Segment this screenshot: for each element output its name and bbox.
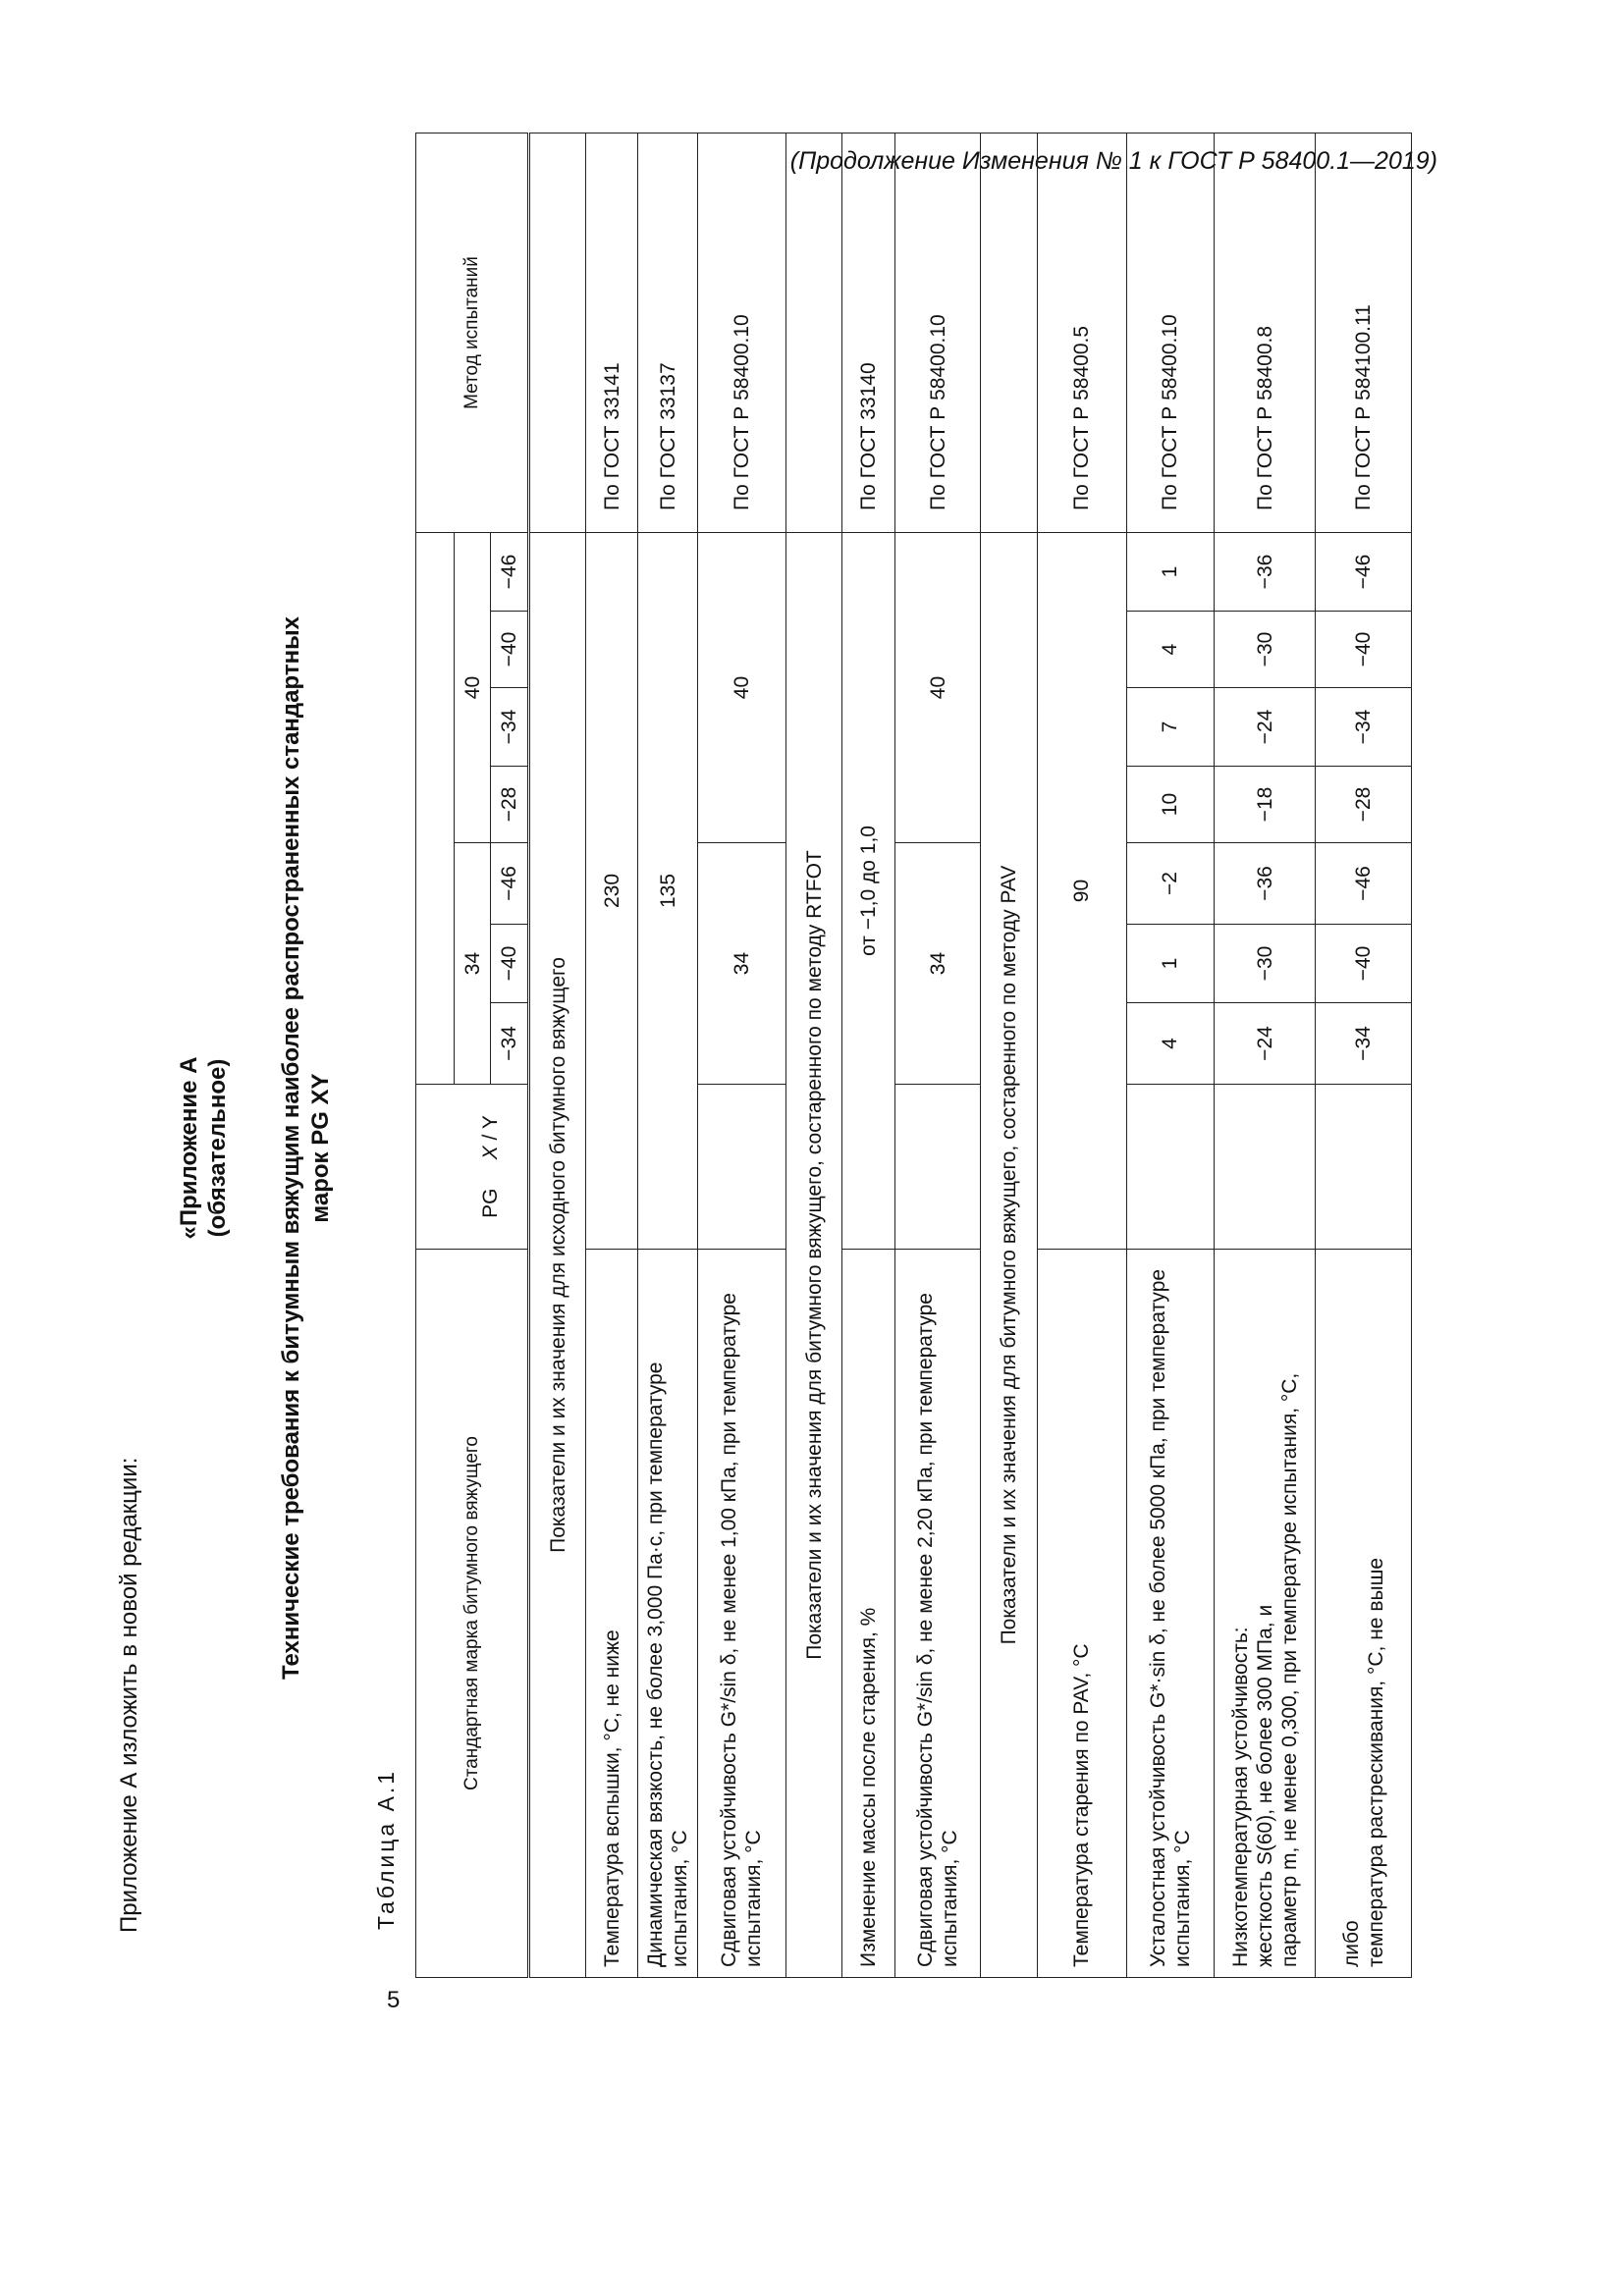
row-shear-rtfot-value-40: 40 (894, 533, 981, 843)
row-shear-rtfot-blank (894, 1085, 981, 1250)
row-cracking-value: −40 (1316, 925, 1412, 1003)
row-cracking-blank (1316, 1085, 1412, 1250)
y-value-7: −46 (491, 533, 529, 612)
row-shear-rtfot-method: По ГОСТ Р 58400.10 (894, 133, 981, 533)
row-cracking-value: −34 (1316, 688, 1412, 767)
row-cracking-line1: либо (1339, 1920, 1363, 1967)
row-pav-aging-method: По ГОСТ Р 58400.5 (1038, 133, 1127, 533)
row-viscosity-value: 135 (638, 533, 698, 1250)
row-shear-original-blank (698, 1085, 786, 1250)
document-title-line2: марок PG XY (307, 1073, 334, 1223)
row-fatigue-method: По ГОСТ Р 58400.10 (1126, 133, 1215, 533)
row-mass-change-method: По ГОСТ 33140 (842, 133, 895, 533)
row-shear-rtfot-name: Сдвиговая устойчивость G*/sin δ, не менее 2,20 кПа, при температуре испытания, °С (894, 1250, 981, 1978)
intro-text: Приложение А изложить в новой редакции: (116, 1457, 142, 1933)
row-fatigue-value: 1 (1126, 533, 1215, 612)
pg-label: PG (479, 1188, 503, 1218)
y-value-6: −40 (491, 612, 529, 688)
y-label: Y (479, 1115, 503, 1130)
row-flash-point-value: 230 (585, 533, 638, 1250)
page-number: 5 (387, 1987, 401, 2013)
row-low-temp-value: −24 (1215, 688, 1316, 767)
method-header: Метод испытаний (416, 133, 529, 533)
row-low-temp-value: −30 (1215, 925, 1316, 1003)
row-cracking-line2: температура растрескивания, °С, не выше (1364, 1557, 1387, 1967)
row-cracking-value: −34 (1316, 1003, 1412, 1085)
row-low-temp-line2: жесткость S(60), не более 300 МПа, и (1253, 1604, 1276, 1967)
row-fatigue-value: −2 (1126, 843, 1215, 925)
row-fatigue-value: 1 (1126, 925, 1215, 1003)
annex-status: (обязательное) (204, 1058, 231, 1238)
row-low-temp-method: По ГОСТ Р 58400.8 (1215, 133, 1316, 533)
row-flash-point-method: По ГОСТ 33141 (585, 133, 638, 533)
row-low-temp-value: −36 (1215, 843, 1316, 925)
row-fatigue-blank (1126, 1085, 1215, 1250)
x-value-40: 40 (455, 533, 491, 843)
row-shear-original-method: По ГОСТ Р 58400.10 (698, 133, 786, 533)
running-header: (Продолжение Изменения № 1 к ГОСТ Р 58400.1—2019) (789, 147, 1437, 175)
row-low-temp-line3: параметр m, не менее 0,300, при температуре испытания, °С, (1277, 1372, 1301, 1967)
row-cracking-name (1316, 1250, 1412, 1978)
row-pav-aging-value: 90 (1038, 533, 1127, 1250)
row-cracking-value: −40 (1316, 612, 1412, 688)
section-rtfot-method (785, 133, 842, 533)
row-cracking-value: −46 (1316, 843, 1412, 925)
row-fatigue-value: 4 (1126, 612, 1215, 688)
table-label: Таблица А.1 (373, 1768, 399, 1930)
xy-label: X / Y (479, 1115, 503, 1160)
y-value-2: −40 (491, 925, 529, 1003)
row-low-temp-value: −36 (1215, 533, 1316, 612)
row-shear-original-name: Сдвиговая устойчивость G*/sin δ, не менее 1,00 кПа, при температуре испытания, °С (698, 1250, 786, 1978)
row-flash-point-name: Температура вспышки, °С, не ниже (585, 1250, 638, 1978)
row-cracking-value: −28 (1316, 767, 1412, 843)
x-label: X (479, 1146, 503, 1160)
y-value-1: −34 (491, 1003, 529, 1085)
section-pav: Показатели и их значения для битумного вяжущего, состаренного по методу PAV (981, 533, 1038, 1978)
row-cracking-value: −46 (1316, 533, 1412, 612)
document-title-line1: Технические требования к битумным вяжущим наиболее распространенных стандартных (278, 616, 304, 1680)
requirements-table (415, 133, 1412, 1978)
annex-caption (175, 0, 232, 2296)
y-value-3: −46 (491, 843, 529, 925)
row-pav-aging-name: Температура старения по PAV, °С (1038, 1250, 1127, 1978)
row-fatigue-value: 4 (1126, 1003, 1215, 1085)
row-mass-change-name: Изменение массы после старения, % (842, 1250, 895, 1978)
document-title (277, 0, 336, 2296)
row-low-temp-value: −24 (1215, 1003, 1316, 1085)
y-value-4: −28 (491, 767, 529, 843)
row-cracking-method: По ГОСТ Р 584100.11 (1316, 133, 1412, 533)
section-rtfot: Показатели и их значения для битумного вяжущего, состаренного по методу RTFOT (785, 533, 842, 1978)
section-original: Показатели и их значения для исходного битумного вяжущего (529, 533, 586, 1978)
row-low-temp-value: −30 (1215, 612, 1316, 688)
row-fatigue-name: Усталостная устойчивость G*·sin δ, не более 5000 кПа, при температуре испытания, °С (1126, 1250, 1215, 1978)
row-viscosity-method: По ГОСТ 33137 (638, 133, 698, 533)
row-low-temp-name (1215, 1250, 1316, 1978)
pg-header (455, 1085, 529, 1250)
grade-header: Стандартная марка битумного вяжущего (416, 1250, 529, 1978)
row-low-temp-blank (1215, 1085, 1316, 1250)
row-low-temp-value: −18 (1215, 767, 1316, 843)
row-shear-rtfot-value-34: 34 (894, 843, 981, 1085)
row-low-temp-line1: Низкотемпературная устойчивость: (1228, 1627, 1252, 1967)
row-shear-original-value-34: 34 (698, 843, 786, 1085)
section-original-method (529, 133, 586, 533)
y-value-5: −34 (491, 688, 529, 767)
row-fatigue-value: 7 (1126, 688, 1215, 767)
section-pav-method (981, 133, 1038, 533)
row-viscosity-name: Динамическая вязкость, не более 3,000 Па·с, при температуре испытания, °С (638, 1250, 698, 1978)
pg-header-top (416, 1085, 455, 1250)
row-mass-change-value: от −1,0 до 1,0 (842, 533, 895, 1250)
x-value-34: 34 (455, 843, 491, 1085)
annex-title: «Приложение А (176, 1056, 202, 1240)
row-shear-original-value-40: 40 (698, 533, 786, 843)
row-fatigue-value: 10 (1126, 767, 1215, 843)
header-spacer (416, 533, 455, 1085)
